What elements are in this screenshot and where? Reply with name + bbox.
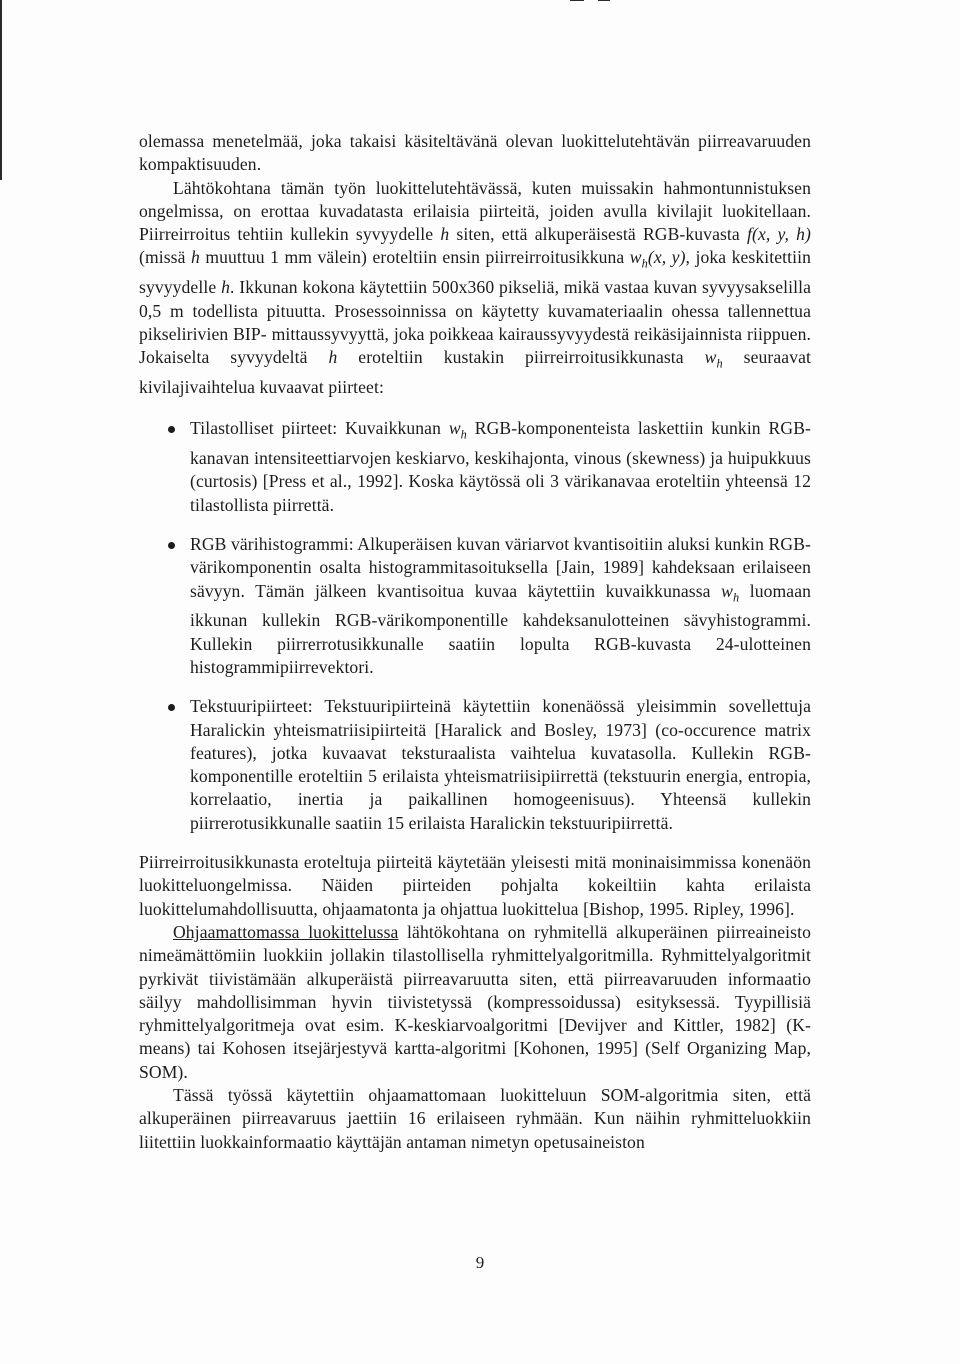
- feature-list: [139, 417, 811, 835]
- text-run: Lähtökohtana tämän työn luokittelutehtävässä, kuten muissakin hahmontunnistuksen ongelmissa, on erottaa kuvadatasta erilaisia piirteitä, joiden avulla kivilajit luokitellaan. Piirreirroitus tehtiin kullekin syvyydelle: [139, 177, 811, 245]
- paragraph-classification: Piirreirroitusikkunasta eroteltuja piirteitä käytetään yleisesti mitä moninaisimmissa konenäön luokitteluongelmissa. Näiden piirteiden pohjalta kokeiltiin kahta erilaista luokittelumahdollisuutta, ohjaamatonta ja ohjattua luokittelua [Bishop, 1995. Ripley, 1996].: [139, 852, 811, 919]
- text-run: , joka keskitettiin syvyydelle: [139, 247, 812, 298]
- scan-edge-mark: [0, 0, 2, 180]
- paragraph-unsupervised: [139, 921, 811, 1084]
- text-run: RGB värihistogrammi: Alkuperäisen kuvan väriarvot kvantisoitiin aluksi kunkin RGB-värikomponentin osalta histogrammitasoituksella [Jain, 1989] kahdeksaan erilaiseen sävyyn. Tämän jälkeen kvantisoitua kuvaa käytettiin kuvaikkunassa: [190, 534, 811, 601]
- math-h: h: [328, 347, 338, 368]
- math-f: f(x, y, h): [747, 224, 811, 245]
- text-run: siten, että alkuperäisestä RGB-kuvasta: [449, 224, 747, 245]
- text-run: eroteltiin kustakin piirreirroitusikkunasta: [337, 347, 705, 368]
- text-run: luomaan ikkunan kullekin RGB-värikomponentille kahdeksanulotteinen sävyhistogrammi. Kullekin piirrerrotusikkunalle saatiin lopulta RGB-kuvasta 24-ulotteinen histogrammipiirrevektori.: [190, 580, 811, 677]
- math-w: $w_h$: [721, 580, 740, 605]
- text-run: Tekstuuripiirteet: Tekstuuripiirteinä käytettiin konenäössä yleisimmin sovellettuja Haralickin yhteismatriisipiirteitä [Haralick and Bosley, 1973] (co-occurence matrix features), jotka kuvaavat teksturaalista vaihtelua kuvatasolla. Kullekin RGB-komponentille eroteltiin 5 erilaista yhteismatriisipiirrettä (tekstuurin energia, entropia, korrelaatio, inertia ja paikallinen homogeenisuus). Yhteensä kullekin piirrerotusikkunalle saatiin 15 erilaista Haralickin tekstuuripiirrettä.: [190, 696, 811, 833]
- text-run: seuraavat kivilajivaihtelua kuvaavat piirteet:: [139, 347, 811, 397]
- underlined-term: Ohjaamattomassa luokittelussa: [173, 921, 399, 942]
- math-w: $w_h(x$, y): [629, 247, 686, 271]
- math-w: $w_h$: [704, 347, 723, 371]
- paragraph-som: Tässä työssä käytettiin ohjaamattomaan luokitteluun SOM-algoritmia siten, että alkuperäinen piirreavaruus jaettiin 16 erilaiseen ryhmään. Kun näihin ryhmitteluokkiin liitettiin luokkainformaatio käyttäjän antaman nimetyn opetusaineiston: [139, 1085, 811, 1152]
- text-run: Tilastolliset piirteet: Kuvaikkunan: [190, 418, 449, 439]
- list-item-statistical: [139, 417, 811, 517]
- math-h: h: [221, 277, 230, 298]
- paragraph-continuation: olemassa menetelmää, joka takaisi käsiteltävänä olevan luokittelutehtävän piirreavaruuden kompaktisuuden.: [139, 131, 811, 175]
- text-run: (missä: [139, 247, 191, 268]
- bullet-icon: [168, 426, 175, 433]
- scan-top-mark: [570, 0, 584, 1]
- text-run: lähtökohtana on ryhmitellä alkuperäinen piirreaineisto nimeämättömiin luokkiin jollakin tilastollisella ryhmittelyalgoritmilla. Ryhmittelyalgoritmit pyrkivät tiivistämään alkuperäistä piirreavaruutta siten, että piirreavaruuden informaatio säilyy mahdollisimman hyvin tiivistetyssä (kompressoidussa) esityksessä. Tyypillisiä ryhmittelyalgoritmeja ovat esim. K-keskiarvoalgoritmi [Devijver and Kittler, 1982] (K-means) tai Kohosen itsejärjestyvä kartta-algoritmi [Kohonen, 1995] (Self Organizing Map, SOM).: [139, 921, 811, 1082]
- math-h: h: [440, 224, 450, 245]
- text-run: . Ikkunan kokona käytettiin 500x360 pikseliä, mikä vastaa kuvan syvyysakselilla 0,5 m todellista pituutta. Prosessoinnissa on käytetty kuvamateriaalin ohessa tallennettua pikselirivien BIP- mittaussyvyyttä, joka poikkeaa kairaussyvyydestä reikäsijainnista riippuen. Jokaiselta syvyydeltä: [139, 277, 811, 368]
- math-w: $w_h$: [448, 418, 467, 442]
- page-body: [139, 130, 811, 1154]
- math-h: h: [190, 247, 200, 268]
- paragraph-feature-extraction: [139, 177, 811, 400]
- text-run: RGB-komponenteista laskettiin kunkin RGB-kanavan intensiteettiarvojen keskiarvo, keskihajonta, vinous (skewness) ja huipukkuus (curtosis) [Press et al., 1992]. Koska käytössä oli 3 värikanavaa eroteltiin yhteensä 12 tilastollista piirrettä.: [190, 418, 811, 515]
- scan-top-mark: [598, 0, 610, 1]
- list-item-histogram: [139, 533, 811, 679]
- list-item-texture: [139, 695, 811, 835]
- text-run: muuttuu 1 mm välein) eroteltiin ensin piirreirroitusikkuna: [199, 247, 630, 268]
- bullet-icon: [168, 542, 175, 549]
- bullet-icon: [168, 704, 175, 711]
- page-number: 9: [475, 1253, 485, 1272]
